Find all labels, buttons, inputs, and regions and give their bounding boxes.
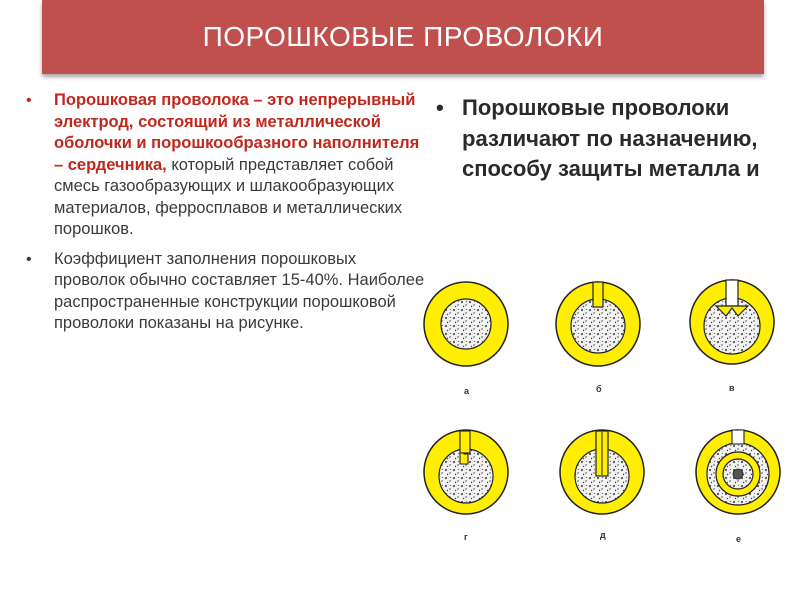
section-a — [424, 282, 508, 396]
section-e — [696, 430, 780, 544]
label-d: д — [600, 530, 606, 540]
bullet-icon: • — [26, 92, 32, 109]
wire-cross-sections-figure — [420, 276, 792, 558]
definition-highlight: Порошковая проволока – это непрерывный электрод, состоящий из металлической оболочки и порошкообразного наполнителя – сердечника, — [54, 91, 420, 174]
bullet-definition — [24, 90, 428, 241]
label-b: б — [596, 384, 602, 394]
bullet-icon: • — [436, 95, 444, 120]
definition-rest: который представляет собой смесь газообразующих и шлакообразующих материалов, ферросплавов и металлических порошков. — [54, 155, 403, 238]
label-v: в — [729, 383, 735, 393]
title-banner — [42, 0, 764, 74]
classification-text: Порошковые проволоки различают по назначению, способу защиты металла и — [462, 95, 760, 181]
section-b — [556, 282, 640, 394]
slide-title: ПОРОШКОВЫЕ ПРОВОЛОКИ — [202, 21, 604, 52]
fill-coefficient-text: Коэффициент заполнения порошковых проволок обычно составляет 15-40%. Наиболее распространенные конструкции порошковой проволоки показаны на рисунке. — [54, 249, 425, 332]
left-column — [24, 90, 428, 343]
cross-sections-svg — [420, 276, 792, 558]
section-v — [690, 280, 774, 393]
bullet-classification — [432, 93, 792, 185]
label-a: а — [464, 386, 470, 396]
label-e: е — [736, 534, 742, 544]
bullet-fill-coefficient — [24, 249, 428, 335]
section-g — [424, 430, 508, 542]
label-g: г — [464, 532, 468, 542]
section-d — [560, 430, 644, 540]
bullet-icon: • — [26, 250, 32, 268]
right-column — [432, 93, 792, 263]
